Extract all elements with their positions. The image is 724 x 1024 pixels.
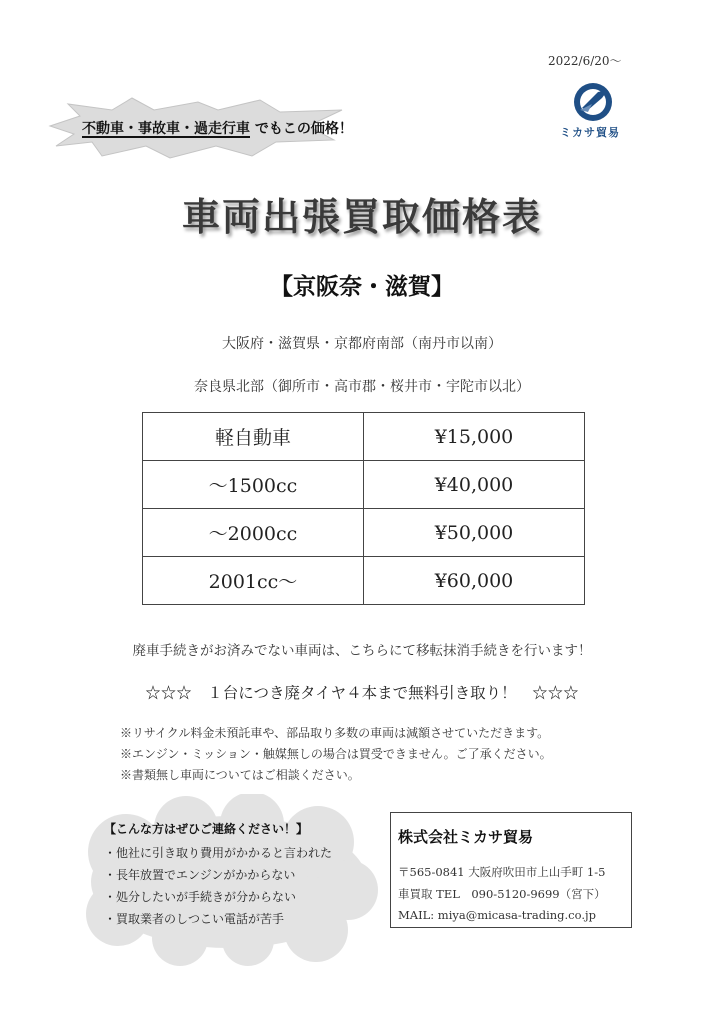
contact-item: ・買取業者のしつこい電話が苦手 (104, 912, 285, 926)
logo-text: ミカサ貿易 (560, 126, 620, 139)
tire-offer: ☆☆☆ １台につき廃タイヤ４本まで無料引き取り！ ☆☆☆ (145, 684, 579, 702)
contact-item: ・他社に引き取り費用がかかると言われた (104, 846, 333, 860)
vehicle-class-cell: ～2000cc (143, 509, 364, 557)
contact-heading: 【こんな方はぜひご連絡ください！】 (104, 822, 309, 836)
area-line-1: 大阪府・滋賀県・京都府南部（南丹市以南） (222, 336, 502, 352)
contact-item: ・長年放置でエンジンがかからない (104, 868, 296, 882)
company-email[interactable]: MAIL: miya@micasa-trading.co.jp (398, 908, 596, 922)
vehicle-class-cell: 軽自動車 (143, 413, 364, 461)
contact-item: ・処分したいが手続きが分からない (104, 890, 297, 904)
company-address: 〒565-0841 大阪府吹田市上山手町 1-5 (398, 865, 606, 879)
tagline (82, 118, 353, 138)
price-cell: ¥50,000 (364, 509, 585, 557)
note-documents: ※書類無し車両についてはご相談ください。 (120, 768, 360, 782)
price-cell: ¥40,000 (364, 461, 585, 509)
company-name: 株式会社ミカサ貿易 (398, 828, 534, 846)
price-cell: ¥60,000 (364, 557, 585, 605)
note-recycle: ※リサイクル料金未預託車や、部品取り多数の車両は減額させていただきます。 (120, 726, 550, 740)
vehicle-class-cell: 2001cc～ (143, 557, 364, 605)
vehicle-class-cell: ～1500cc (143, 461, 364, 509)
company-phone[interactable]: 車買取 TEL 090-5120-9699（宮下） (398, 887, 606, 901)
tagline-rest: でもこの価格！ (250, 121, 353, 137)
area-line-2: 奈良県北部（御所市・高市郡・桜井市・宇陀市以北） (194, 379, 530, 395)
page-title: 車両出張買取価格表 (181, 195, 542, 239)
table-row (143, 509, 585, 557)
deregistration-notice: 廃車手続きがお済みでない車両は、こちらにて移転抹消手続きを行います！ (132, 643, 592, 659)
price-cell: ¥15,000 (364, 413, 585, 461)
tagline-underlined: 不動車・事故車・過走行車 (82, 121, 250, 137)
price-table (142, 412, 585, 605)
region-heading: 【京阪奈・滋賀】 (270, 274, 454, 300)
table-row (143, 461, 585, 509)
table-row (143, 557, 585, 605)
table-row (143, 413, 585, 461)
note-engine: ※エンジン・ミッション・触媒無しの場合は買受できません。ご了承ください。 (120, 747, 552, 761)
date-label: 2022/6/20～ (548, 54, 622, 68)
